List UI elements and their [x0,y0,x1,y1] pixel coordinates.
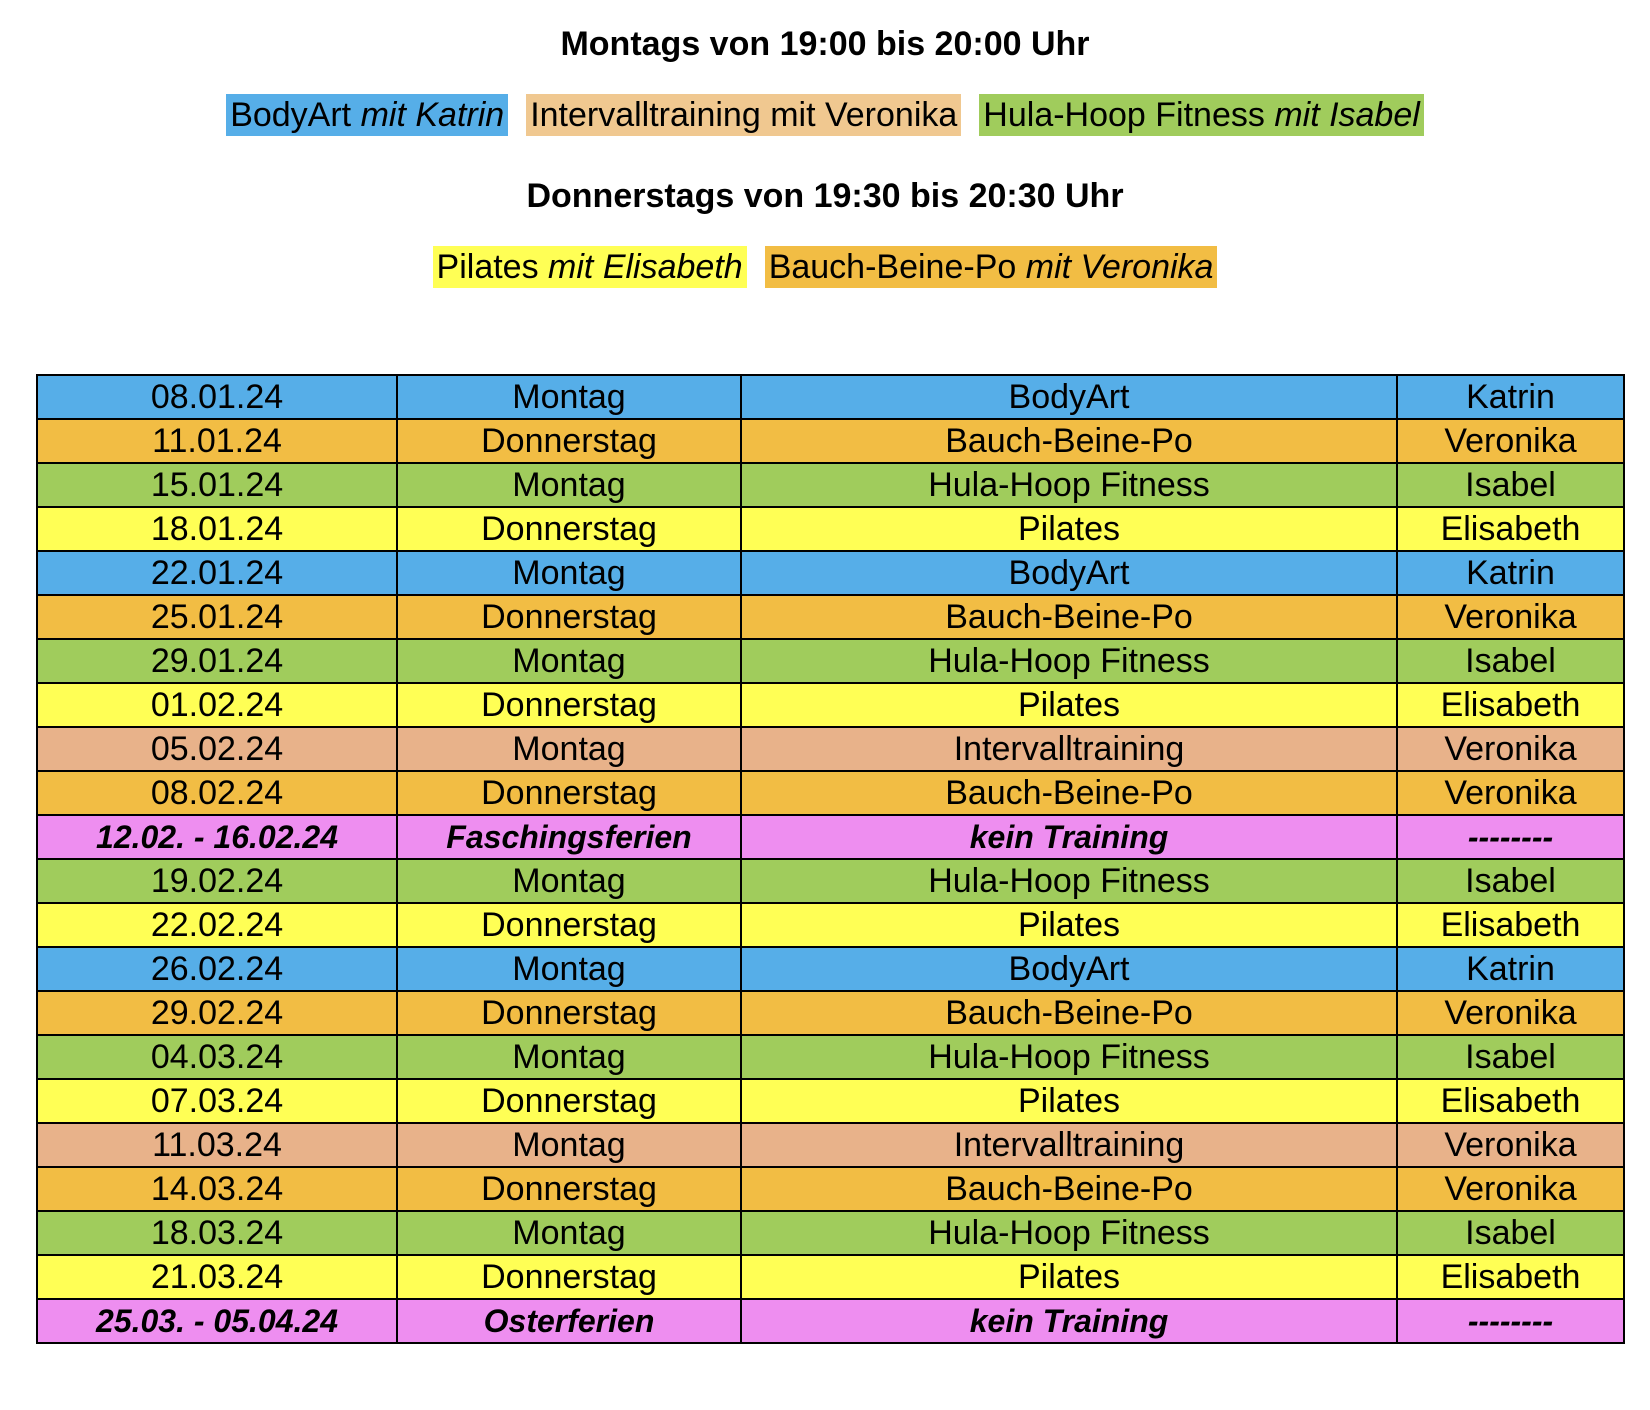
cell-date: 04.03.24 [37,1035,397,1079]
table-row [37,551,1624,595]
cell-day: Donnerstag [397,903,741,947]
cell-date: 19.02.24 [37,859,397,903]
legend-course: Pilates [436,248,539,286]
cell-date: 11.03.24 [37,1123,397,1167]
cell-course: kein Training [741,815,1397,859]
table-row [37,991,1624,1035]
cell-course: Bauch-Beine-Po [741,595,1397,639]
table-row [37,1299,1624,1343]
table-row [37,947,1624,991]
table-row [37,375,1624,419]
cell-trainer: Katrin [1397,375,1624,419]
cell-day: Montag [397,1123,741,1167]
cell-trainer: Elisabeth [1397,683,1624,727]
table-row [37,859,1624,903]
cell-course: Pilates [741,683,1397,727]
table-row [37,727,1624,771]
table-row [37,1123,1624,1167]
cell-day: Montag [397,1035,741,1079]
table-row [37,639,1624,683]
cell-day: Donnerstag [397,1167,741,1211]
monday-heading: Montags von 19:00 bis 20:00 Uhr [560,25,1090,63]
cell-day: Faschingsferien [397,815,741,859]
cell-trainer: Isabel [1397,639,1624,683]
cell-trainer: Veronika [1397,991,1624,1035]
cell-course: kein Training [741,1299,1397,1343]
cell-course: Pilates [741,507,1397,551]
cell-date: 26.02.24 [37,947,397,991]
cell-trainer: Katrin [1397,551,1624,595]
cell-date: 01.02.24 [37,683,397,727]
cell-date: 29.01.24 [37,639,397,683]
cell-day: Donnerstag [397,1079,741,1123]
cell-day: Osterferien [397,1299,741,1343]
legend-chip [979,94,1424,136]
cell-course: Bauch-Beine-Po [741,1167,1397,1211]
table-row [37,683,1624,727]
cell-date: 25.01.24 [37,595,397,639]
cell-day: Montag [397,727,741,771]
cell-course: Bauch-Beine-Po [741,991,1397,1035]
cell-trainer: Elisabeth [1397,1079,1624,1123]
cell-date: 25.03. - 05.04.24 [37,1299,397,1343]
cell-date: 18.01.24 [37,507,397,551]
cell-trainer: Veronika [1397,595,1624,639]
schedule-body [37,375,1624,1343]
cell-date: 08.02.24 [37,771,397,815]
cell-date: 21.03.24 [37,1255,397,1299]
table-row [37,507,1624,551]
cell-date: 05.02.24 [37,727,397,771]
cell-day: Montag [397,859,741,903]
cell-trainer: Isabel [1397,1211,1624,1255]
legend-trainer: mit Elisabeth [548,248,743,286]
table-row [37,419,1624,463]
table-row [37,1167,1624,1211]
cell-course: Hula-Hoop Fitness [741,859,1397,903]
cell-trainer: Veronika [1397,771,1624,815]
table-row [37,595,1624,639]
table-row [37,463,1624,507]
cell-date: 15.01.24 [37,463,397,507]
legend-trainer: mit Veronika [770,96,958,134]
cell-course: BodyArt [741,947,1397,991]
table-row [37,1211,1624,1255]
table-row [37,903,1624,947]
cell-date: 18.03.24 [37,1211,397,1255]
cell-day: Donnerstag [397,991,741,1035]
cell-day: Donnerstag [397,419,741,463]
cell-trainer: Elisabeth [1397,1255,1624,1299]
cell-trainer: Elisabeth [1397,507,1624,551]
cell-course: Pilates [741,1255,1397,1299]
schedule-table [36,374,1625,1344]
cell-trainer: -------- [1397,815,1624,859]
thursday-heading: Donnerstags von 19:30 bis 20:30 Uhr [526,177,1124,215]
cell-course: Bauch-Beine-Po [741,771,1397,815]
cell-date: 22.02.24 [37,903,397,947]
cell-course: Intervalltraining [741,1123,1397,1167]
legend-chip [433,246,747,288]
cell-date: 08.01.24 [37,375,397,419]
legend-course: Bauch-Beine-Po [768,248,1017,286]
cell-day: Montag [397,463,741,507]
cell-trainer: Veronika [1397,1167,1624,1211]
legend-trainer: mit Katrin [360,96,505,134]
cell-day: Montag [397,551,741,595]
table-row [37,771,1624,815]
legend-chip [526,94,961,136]
legend-trainer: mit Veronika [1025,248,1214,286]
cell-day: Donnerstag [397,683,741,727]
cell-course: Pilates [741,1079,1397,1123]
table-row [37,1255,1624,1299]
cell-day: Donnerstag [397,595,741,639]
cell-date: 14.03.24 [37,1167,397,1211]
cell-course: Hula-Hoop Fitness [741,1035,1397,1079]
legend-course: Hula-Hoop Fitness [983,96,1265,134]
cell-day: Donnerstag [397,771,741,815]
cell-trainer: -------- [1397,1299,1624,1343]
cell-day: Montag [397,1211,741,1255]
table-row [37,1079,1624,1123]
cell-trainer: Elisabeth [1397,903,1624,947]
cell-trainer: Veronika [1397,419,1624,463]
cell-day: Donnerstag [397,507,741,551]
cell-trainer: Veronika [1397,727,1624,771]
cell-course: Bauch-Beine-Po [741,419,1397,463]
cell-day: Donnerstag [397,1255,741,1299]
cell-course: Hula-Hoop Fitness [741,463,1397,507]
cell-trainer: Isabel [1397,859,1624,903]
cell-date: 22.01.24 [37,551,397,595]
cell-course: Hula-Hoop Fitness [741,1211,1397,1255]
cell-trainer: Veronika [1397,1123,1624,1167]
table-row [37,1035,1624,1079]
cell-course: Hula-Hoop Fitness [741,639,1397,683]
cell-trainer: Isabel [1397,1035,1624,1079]
cell-trainer: Isabel [1397,463,1624,507]
cell-trainer: Katrin [1397,947,1624,991]
cell-day: Montag [397,375,741,419]
monday-legend [0,94,1650,136]
cell-date: 07.03.24 [37,1079,397,1123]
legend-course: BodyArt [230,96,352,134]
cell-course: Pilates [741,903,1397,947]
legend-course: Intervalltraining [530,96,761,134]
cell-course: Intervalltraining [741,727,1397,771]
cell-course: BodyArt [741,375,1397,419]
legend-trainer: mit Isabel [1274,96,1420,134]
cell-day: Montag [397,639,741,683]
cell-date: 29.02.24 [37,991,397,1035]
cell-day: Montag [397,947,741,991]
cell-course: BodyArt [741,551,1397,595]
cell-date: 11.01.24 [37,419,397,463]
thursday-legend [0,246,1650,288]
table-row [37,815,1624,859]
legend-chip [765,246,1218,288]
cell-date: 12.02. - 16.02.24 [37,815,397,859]
legend-chip [226,94,508,136]
